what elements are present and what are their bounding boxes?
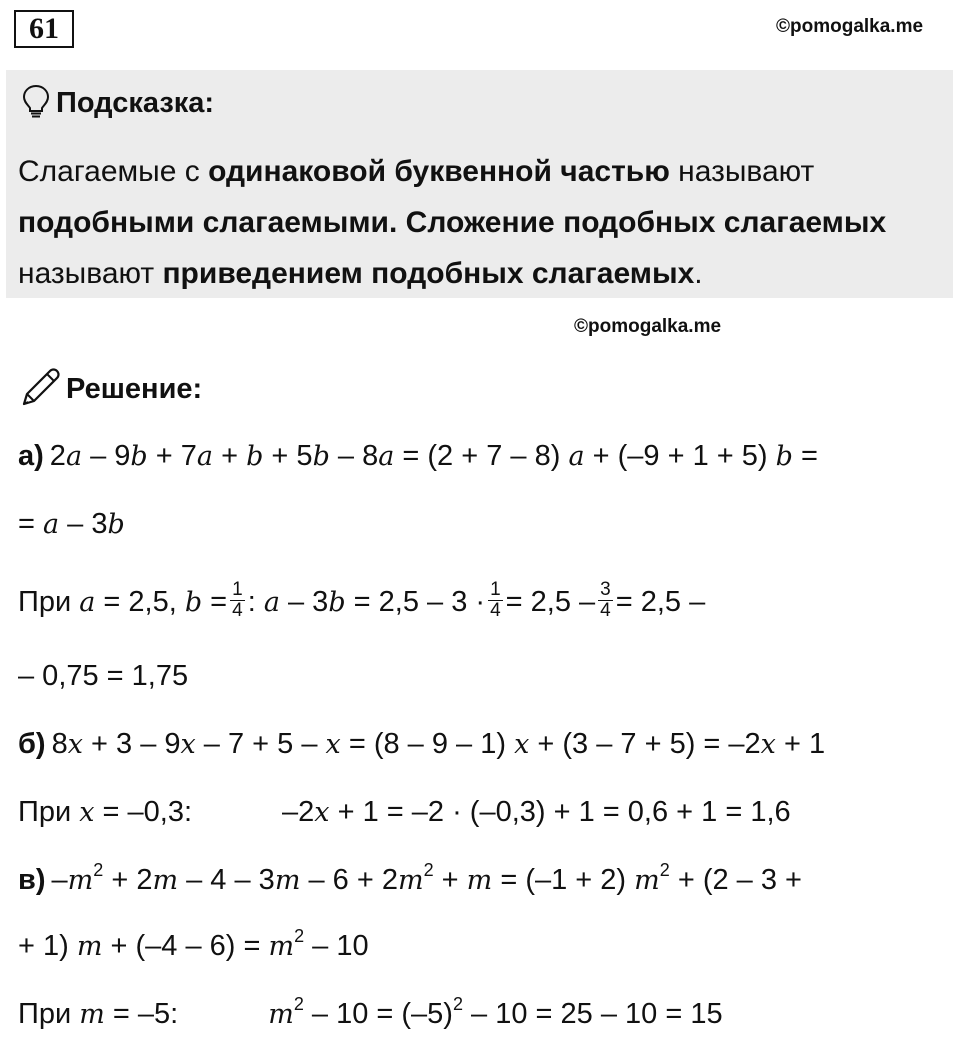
hint-text-part: . xyxy=(694,257,703,290)
task-number: 61 xyxy=(14,10,74,48)
fraction-numerator: 1 xyxy=(490,579,501,600)
item-label-a: а) xyxy=(18,440,44,472)
pencil-icon xyxy=(18,366,62,413)
lightbulb-icon xyxy=(22,84,50,123)
solution-a-line-2: = a – 3b xyxy=(18,508,125,540)
item-label-b: б) xyxy=(18,728,46,760)
fraction xyxy=(488,580,503,621)
fraction-denominator: 4 xyxy=(232,600,243,621)
solution-heading xyxy=(18,366,202,413)
solution-a-line-4: – 0,75 = 1,75 xyxy=(18,660,189,692)
watermark-middle: ©pomogalka.me xyxy=(574,316,722,337)
solution-a-line-1: а) 2a – 9b + 7a + b + 5b – 8a = (2 + 7 – 8) a + (–9 + 1 + 5) b = xyxy=(18,440,818,472)
word-pri: При xyxy=(18,998,72,1030)
hint-bold-term: подобными слагаемыми. Сложение подобных слагаемых xyxy=(18,206,887,239)
word-pri: При xyxy=(18,796,72,828)
watermark-top: ©pomogalka.me xyxy=(776,16,924,37)
fraction xyxy=(598,580,613,621)
fraction-denominator: 4 xyxy=(490,600,501,621)
solution-v-line-2: + 1) $m + (-4 - 6) = m^2 - 10$ xyxy=(18,926,369,962)
hint-bold-term: одинаковой буквенной частью xyxy=(208,155,670,188)
solution-v-line-1: в) $-m^2 + 2m - 4 - 3m - 6 + 2m^2 + m = (-1 + 2) m^2 + (2 - 3$ + xyxy=(18,860,802,896)
fraction-numerator: 1 xyxy=(232,579,243,600)
solution-v-line-3: При m = –5: $m^2 - 10 = (-5)^2 - 10 = 25 - 10 = 15$ xyxy=(18,994,723,1030)
hint-text xyxy=(18,146,943,299)
fraction-denominator: 4 xyxy=(600,600,611,621)
hint-box xyxy=(6,70,953,298)
hint-bold-term: приведением подобных слагаемых xyxy=(162,257,695,290)
hint-title: Подсказка: xyxy=(56,87,215,119)
solution-b-line-2: При x = –0,3: –2x + 1 = –2 · (–0,3) + 1 = 0,6 + 1 = 1,6 xyxy=(18,796,791,828)
hint-text-part: называют xyxy=(18,257,163,290)
fraction-numerator: 3 xyxy=(600,579,611,600)
fraction xyxy=(230,580,245,621)
item-label-v: в) xyxy=(18,864,46,896)
word-pri: При xyxy=(18,586,72,618)
hint-text-part: Слагаемые с xyxy=(18,155,209,188)
solution-title: Решение: xyxy=(66,373,203,405)
hint-heading xyxy=(22,84,214,123)
hint-text-part: называют xyxy=(669,155,815,188)
solution-a-line-3: При a = 2,5, b = $\frac{1}{4}$ : a – 3b = 2,5 – 3 · $\frac{1}{4}$ = 2,5 – $\frac{3}{4}$ = 2,5 – xyxy=(18,579,706,621)
solution-b-line-1: б) 8x + 3 – 9x – 7 + 5 – x = (8 – 9 – 1) x + (3 – 7 + 5) = –2x + 1 xyxy=(18,728,826,760)
